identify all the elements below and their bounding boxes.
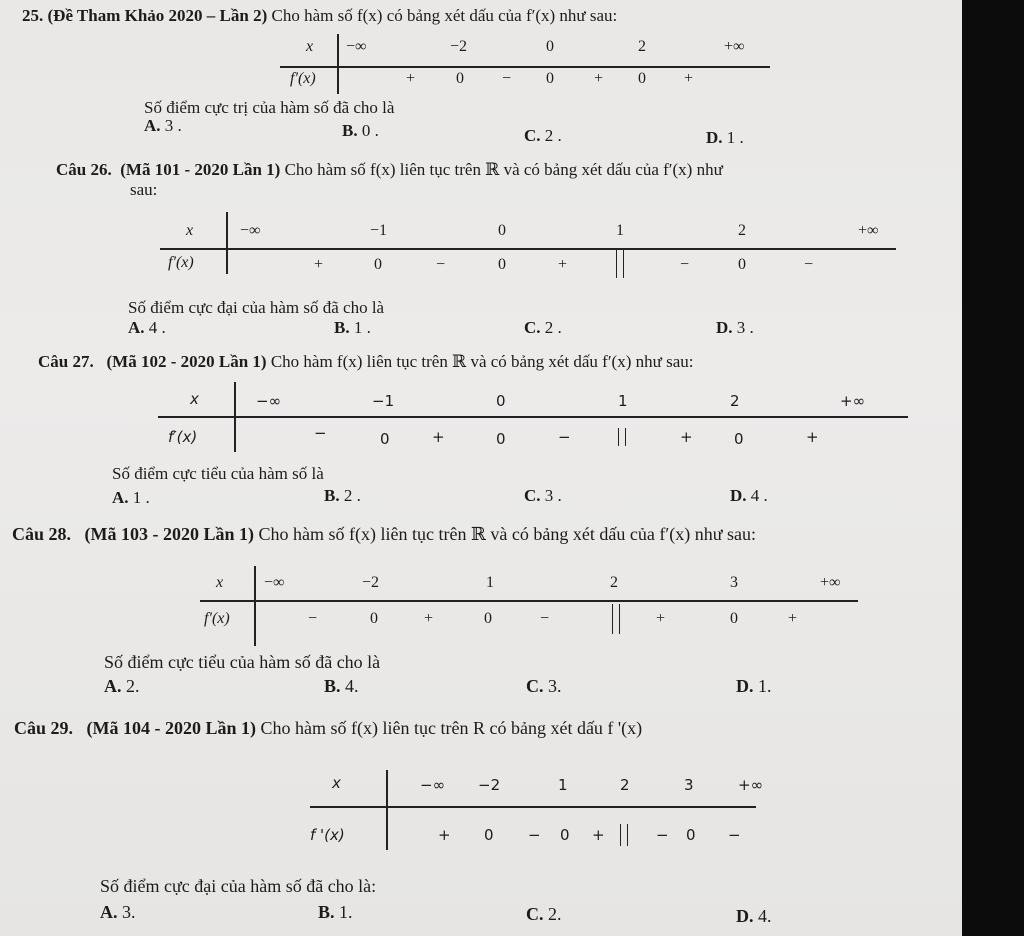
q29-header	[14, 718, 642, 739]
q28-option-a: A. 2.	[104, 676, 140, 696]
q27-x-value: 2	[730, 392, 740, 410]
q26-sign-table	[160, 216, 896, 286]
q25-sign: 0	[456, 70, 464, 87]
q27-x-value: +∞	[840, 392, 866, 410]
q26-sign: 0	[738, 256, 746, 273]
q26-sign: −	[436, 256, 446, 273]
q26-sign: +	[558, 256, 568, 273]
q25-option-c: C. 2 .	[524, 126, 562, 145]
q28-sign: 0	[730, 610, 738, 627]
q26-x-value: −1	[370, 222, 388, 239]
q28-x-value: 2	[610, 574, 618, 591]
q28-x-value: −∞	[264, 574, 285, 591]
q25-x-value: −∞	[346, 38, 367, 55]
q29-fp-label: f '(x)	[310, 826, 345, 844]
q28-sign: 0	[484, 610, 492, 627]
q27-sign-table	[158, 382, 908, 454]
q28-option-c: C. 3.	[526, 676, 562, 696]
q29-x-value: 1	[558, 776, 568, 794]
dark-edge	[962, 0, 1024, 936]
q28-sign: +	[788, 610, 798, 627]
q28-x-value: 3	[730, 574, 738, 591]
q25-fp-label: f′(x)	[290, 70, 316, 87]
q28-source: (Mã 103 - 2020 Lần 1)	[84, 524, 255, 544]
q29-option-c: C. 2.	[526, 904, 562, 924]
q27-sign: +	[806, 428, 819, 446]
q27-x-label: x	[190, 390, 199, 408]
q29-x-value: 3	[684, 776, 694, 794]
q29-stem: Cho hàm số f(x) liên tục trên R có bảng xét dấu f '(x)	[260, 718, 643, 738]
q28-x-value: 1	[486, 574, 494, 591]
q27-undefined-marker	[618, 428, 626, 446]
q29-sign: −	[528, 826, 541, 844]
q29-sign: −	[656, 826, 669, 844]
q26-x-value: 1	[616, 222, 624, 239]
q27-option-b: B. 2 .	[324, 486, 361, 505]
q25-header	[22, 6, 617, 26]
q29-sign: 0	[560, 826, 570, 844]
q28-number: Câu 28.	[12, 524, 72, 544]
q29-option-d: D. 4.	[736, 906, 772, 926]
q25-sign: −	[502, 70, 512, 87]
q28-sign-table	[200, 566, 858, 646]
q25-source: (Đề Tham Khảo 2020 – Lần 2)	[47, 6, 268, 25]
q26-sign: 0	[498, 256, 506, 273]
q28-x-value: +∞	[820, 574, 841, 591]
q27-fp-label: f′(x)	[168, 428, 198, 446]
q28-sign: 0	[370, 610, 378, 627]
q29-x-value: +∞	[738, 776, 764, 794]
q29-number: Câu 29.	[14, 718, 74, 738]
q25-option-d: D. 1 .	[706, 128, 744, 147]
q29-x-value: −2	[478, 776, 501, 794]
q29-sign: −	[728, 826, 741, 844]
q26-option-d: D. 3 .	[716, 318, 754, 337]
q29-question: Số điểm cực đại của hàm số đã cho là:	[100, 876, 377, 896]
q27-sign: −	[558, 428, 571, 446]
q27-sign: 0	[380, 430, 390, 448]
q28-header	[12, 524, 756, 545]
q26-sign: +	[314, 256, 324, 273]
q27-sign: 0	[496, 430, 506, 448]
q28-x-value: −2	[362, 574, 380, 591]
q26-sign: −	[804, 256, 814, 273]
q28-x-label: x	[216, 574, 224, 591]
q28-sign: −	[540, 610, 550, 627]
q27-option-a: A. 1 .	[112, 488, 150, 507]
q28-stem: Cho hàm số f(x) liên tục trên ℝ và có bảng xét dấu của f′(x) như sau:	[258, 524, 757, 544]
q25-x-value: +∞	[724, 38, 745, 55]
q26-x-value: +∞	[858, 222, 879, 239]
q29-sign: +	[438, 826, 451, 844]
q27-option-c: C. 3 .	[524, 486, 562, 505]
q29-x-value: −∞	[420, 776, 446, 794]
q25-sign: 0	[546, 70, 554, 87]
q25-x-value: 2	[638, 38, 646, 55]
q26-source: (Mã 101 - 2020 Lần 1)	[120, 160, 281, 179]
q25-option-a: A. 3 .	[144, 116, 182, 135]
q28-option-b: B. 4.	[324, 676, 359, 696]
q28-option-d: D. 1.	[736, 676, 772, 696]
q26-option-a: A. 4 .	[128, 318, 166, 337]
q29-undefined-marker	[620, 824, 628, 846]
q26-fp-label: f′(x)	[168, 254, 194, 271]
q26-sign: 0	[374, 256, 382, 273]
q27-sign: −	[314, 424, 327, 442]
q27-number: Câu 27.	[38, 352, 94, 371]
q28-undefined-marker	[612, 604, 620, 634]
q27-x-value: −1	[372, 392, 395, 410]
q25-sign: +	[684, 70, 694, 87]
q26-option-c: C. 2 .	[524, 318, 562, 337]
q25-sign: +	[594, 70, 604, 87]
q27-header	[38, 352, 693, 372]
q28-sign: +	[424, 610, 434, 627]
q29-sign: 0	[686, 826, 696, 844]
q27-x-value: 0	[496, 392, 506, 410]
q26-stem-cont: sau:	[130, 180, 158, 199]
q25-sign: +	[406, 70, 416, 87]
q26-header	[56, 160, 723, 180]
q27-sign: 0	[734, 430, 744, 448]
q29-sign: +	[592, 826, 605, 844]
q28-sign: +	[656, 610, 666, 627]
q25-stem: Cho hàm số f(x) có bảng xét dấu của f′(x) như sau:	[271, 6, 618, 25]
q26-option-b: B. 1 .	[334, 318, 371, 337]
q29-x-label: x	[332, 774, 341, 792]
q29-sign: 0	[484, 826, 494, 844]
q25-x-label: x	[306, 38, 314, 55]
q28-question: Số điểm cực tiểu của hàm số đã cho là	[104, 652, 381, 672]
q29-x-value: 2	[620, 776, 630, 794]
q25-option-b: B. 0 .	[342, 121, 379, 140]
q26-x-label: x	[186, 222, 194, 239]
q25-x-value: −2	[450, 38, 468, 55]
q25-sign-table	[280, 34, 770, 94]
q26-x-value: 0	[498, 222, 506, 239]
q26-number: Câu 26.	[56, 160, 112, 179]
q27-option-d: D. 4 .	[730, 486, 768, 505]
q29-option-a: A. 3.	[100, 902, 136, 922]
q26-sign: −	[680, 256, 690, 273]
q25-question: Số điểm cực trị của hàm số đã cho là	[144, 98, 395, 117]
q29-option-b: B. 1.	[318, 902, 353, 922]
q28-fp-label: f′(x)	[204, 610, 230, 627]
q27-source: (Mã 102 - 2020 Lần 1)	[106, 352, 267, 371]
q25-number: 25.	[22, 6, 44, 25]
q27-question: Số điểm cực tiểu của hàm số là	[112, 464, 324, 483]
q27-x-value: 1	[618, 392, 628, 410]
q26-undefined-marker	[616, 250, 624, 278]
q27-sign: +	[432, 428, 445, 446]
q27-sign: +	[680, 428, 693, 446]
q25-sign: 0	[638, 70, 646, 87]
q27-x-value: −∞	[256, 392, 282, 410]
q26-x-value: 2	[738, 222, 746, 239]
q28-sign: −	[308, 610, 318, 627]
q29-sign-table	[310, 770, 764, 850]
q25-x-value: 0	[546, 38, 554, 55]
q26-stem: Cho hàm số f(x) liên tục trên ℝ và có bảng xét dấu của f′(x) như	[284, 160, 723, 179]
q26-x-value: −∞	[240, 222, 261, 239]
q27-stem: Cho hàm f(x) liên tục trên ℝ và có bảng xét dấu f′(x) như sau:	[270, 352, 694, 371]
q26-question: Số điểm cực đại của hàm số đã cho là	[128, 298, 385, 317]
q29-source: (Mã 104 - 2020 Lần 1)	[86, 718, 257, 738]
